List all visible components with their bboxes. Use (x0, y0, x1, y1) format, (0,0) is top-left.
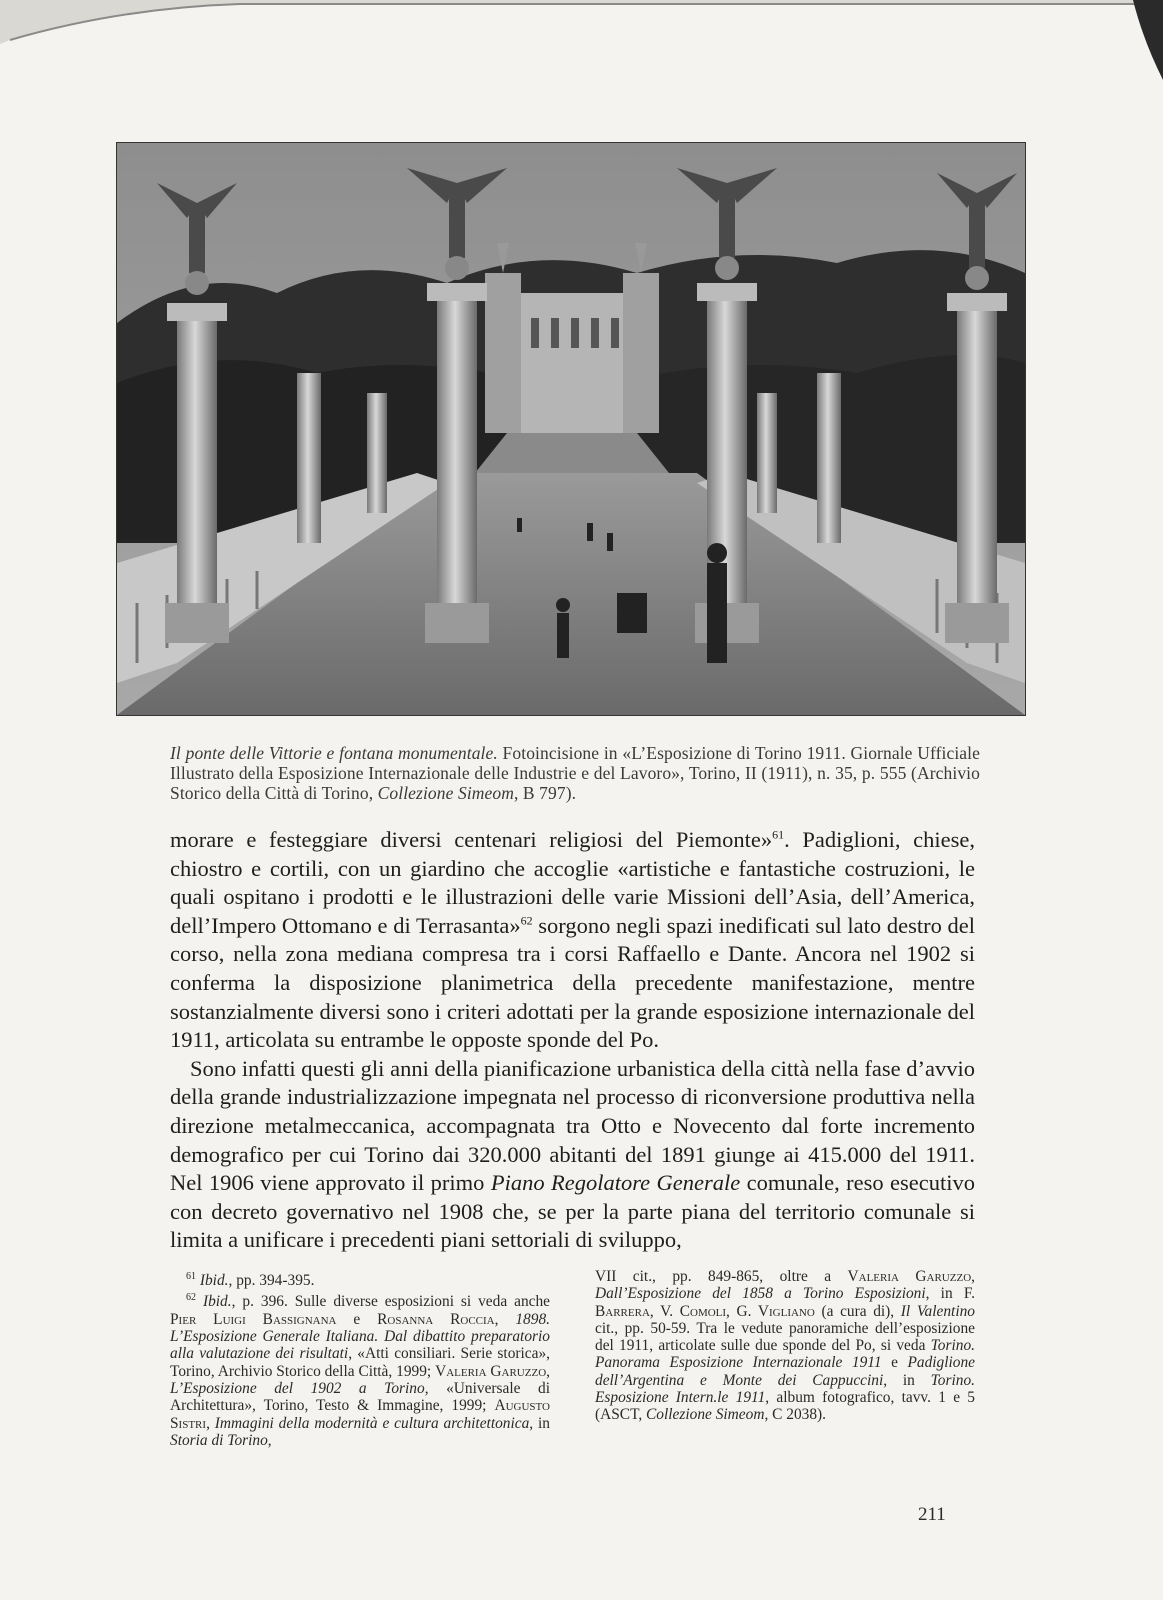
paragraph-1 (170, 826, 975, 1055)
footnote-62-author-2: Rosanna Roccia (377, 1310, 495, 1328)
footnote-62-text-e: , (267, 1431, 272, 1449)
footnote-62-author-4: Augusto Sistri (170, 1397, 550, 1432)
scan-shadow-corner (1133, 0, 1163, 90)
footnote-cont-sep: , (971, 1268, 975, 1285)
p1-text-c: sorgono negli spazi inedificati sul lato destro del corso, nella zona mediana compresa tra i corsi Raffaello e Dante. Ancora nel 1902 si conferma la disposizione planimetrica della precedente manifestazione, mentre sostanzialmente diversi sono i criteri adottati per la grande esposizione internazionale del 1911, articolata su entrambe le opposte sponde del Po. (170, 912, 975, 1053)
footnote-62-continued (595, 1268, 975, 1424)
footnote-cont-text-g: , C 2038). (764, 1406, 826, 1424)
footnote-62-sep-3: , (206, 1414, 215, 1432)
footnote-62-author-3: Valeria Garuzzo (435, 1362, 547, 1380)
footnote-62-text-d: , in (529, 1414, 550, 1432)
footnote-62 (170, 1289, 550, 1449)
footnote-cont-title-2: Il Valentino (900, 1302, 975, 1320)
footnote-61-ibid: Ibid. (199, 1272, 229, 1290)
footnote-ref-61: 61 (772, 827, 785, 842)
footnote-62-sep-1: , (494, 1310, 516, 1328)
footnote-62-number: 62 (186, 1292, 196, 1304)
footnotes-column-left (170, 1268, 550, 1449)
p2-text-b: comunale, reso esecutivo con decreto governativo nel 1908 che, se per la parte piana del territorio comunale si limita a unificare i precedenti piani settoriali di sviluppo, (170, 1170, 975, 1253)
caption-title: Il ponte delle Vittorie e fontana monumentale. (170, 743, 498, 763)
footnote-cont-text-c: (a cura di), (814, 1302, 901, 1320)
footnote-62-text-c: , «Universale di Architettura», Torino, Testo & Immagine, 1999; (170, 1380, 550, 1415)
footnote-62-title-4: Storia di Torino (170, 1431, 268, 1449)
footnote-cont-authors-2: F. Barrera, V. Comoli, G. Vigliano (595, 1285, 976, 1320)
footnote-cont-text-e: , in (883, 1371, 931, 1389)
footnote-62-title-3: Immagini della modernità e cultura architettonica (214, 1414, 530, 1432)
p1-text-a: morare e festeggiare diversi centenari religiosi del Piemonte» (170, 827, 773, 852)
footnotes (170, 1268, 975, 1449)
p2-text-a: Sono infatti questi gli anni della pianificazione urbanistica della città nella fase d’avvio della grande industrializzazione impegnata nel processo di riconversione produttiva nella direzione metalmeccanica, accompagnata tra Otto e Novecento dal forte incremento demografico per cui Torino dai 320.000 abitanti del 1891 giunge ai 415.000 del 1911. Nel 1906 viene approvato il primo (170, 1055, 975, 1196)
footnote-cont-text-b: , in (925, 1285, 964, 1303)
footnote-cont-author-1: Valeria Garuzzo (847, 1268, 972, 1285)
page-number: 211 (918, 1504, 946, 1525)
scan-shadow-top (0, 0, 1163, 60)
footnote-61-text: , pp. 394-395. (228, 1272, 315, 1290)
footnote-cont-title-3: Torino. Panorama Esposizione Internazionale 1911 (595, 1337, 975, 1372)
footnote-cont-title-4: Padiglione dell’Argentina e Monte dei Cappuccini (595, 1354, 976, 1389)
footnote-62-ibid: Ibid. (202, 1293, 232, 1311)
footnote-cont-text-f: , album fotografico, tavv. 1 e 5 (ASCT, (595, 1389, 975, 1424)
footnote-ref-62: 62 (520, 913, 533, 928)
footnote-62-author-1: Pier Luigi Bassignana (170, 1310, 337, 1328)
bridge-photograph (116, 142, 1026, 716)
footnote-cont-and: e (881, 1354, 908, 1372)
footnote-cont-text-a: VII cit., pp. 849-865, oltre a (595, 1268, 848, 1285)
footnote-cont-title-5: Torino. Esposizione Intern.le 1911 (595, 1371, 975, 1407)
footnote-62-title-2: L’Esposizione del 1902 a Torino (170, 1380, 425, 1398)
footnote-61-number: 61 (186, 1271, 196, 1282)
caption-end: , B 797). (513, 783, 577, 803)
p1-text-b: . Padiglioni, chiese, chiostro e cortili, con un giardino che accoglie «artistiche e fantastiche costruzioni, le quali ospitano i prodotti e le illustrazioni delle varie Missioni dell’Asia, dell’America, dell’Impero Ottomano e di Terrasanta» (170, 827, 975, 938)
photo-caption (170, 743, 980, 803)
footnote-62-and: e (336, 1310, 378, 1328)
footnote-cont-title-1: Dall’Esposizione del 1858 a Torino Esposizioni (595, 1285, 926, 1303)
footnote-62-text-b: , «Atti consiliari. Serie storica», Torino, Archivio Storico della Città, 1999; (170, 1345, 550, 1380)
caption-text: Fotoincisione in «L’Esposizione di Torino 1911. Giornale Ufficiale Illustrato della Esposizione Internazionale delle Industrie e del Lavoro», Torino, II (1911), n. 35, p. 555 (Archivio Storico della Città di Torino, (170, 743, 980, 803)
paragraph-2 (170, 1055, 975, 1255)
caption-collection: Collezione Simeom (377, 783, 514, 803)
footnote-62-sep-2: , (546, 1362, 550, 1380)
main-text (170, 826, 975, 1255)
p2-italic: Piano Regolatore Generale (490, 1170, 741, 1196)
footnote-61 (170, 1268, 550, 1289)
footnotes-column-right (595, 1268, 975, 1449)
footnote-62-text-a: , p. 396. Sulle diverse esposizioni si veda anche (231, 1293, 550, 1311)
footnote-62-title-1: 1898. L’Esposizione Generale Italiana. Dal dibattito preparatorio alla valutazione dei risultati (170, 1310, 550, 1363)
footnote-cont-text-d: cit., pp. 50-59. Tra le vedute panoramiche dell’esposizione del 1911, articolate sulle due sponde del Po, si veda (595, 1319, 975, 1355)
footnote-cont-collection: Collezione Simeom (646, 1406, 765, 1424)
